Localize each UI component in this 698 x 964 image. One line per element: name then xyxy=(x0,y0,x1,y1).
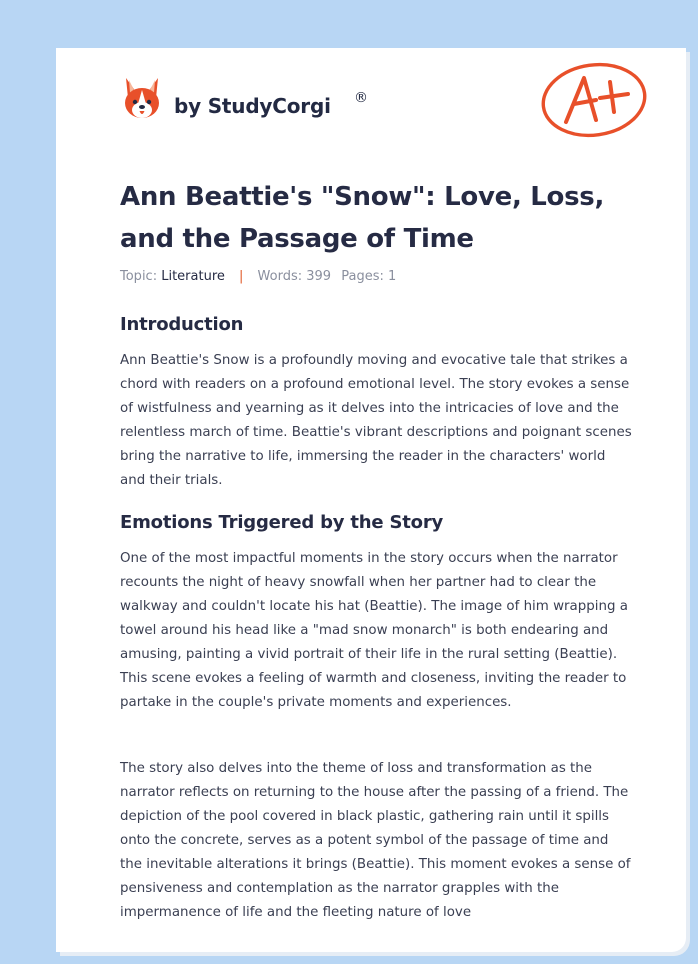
grade-a-plus-icon xyxy=(538,60,648,140)
document-page xyxy=(56,48,686,952)
paragraph: Ann Beattie's Snow is a profoundly moving and evocative tale that strikes a chord with readers on a profound emotional level. The story evokes a sense of wistfulness and yearning as it delves into the intricacies of love and the relentless march of time. Beattie's vibrant descriptions and poignant scenes bring the narrative to life, immersing the reader in the characters' world and their trials. xyxy=(120,353,632,488)
corgi-logo-icon xyxy=(122,76,162,120)
section-heading: Emotions Triggered by the Story xyxy=(120,512,444,533)
article-meta xyxy=(120,269,396,284)
registered-mark: ® xyxy=(354,90,368,106)
section-heading: Introduction xyxy=(120,314,244,335)
pages-label: Pages: xyxy=(341,269,384,284)
meta-separator: | xyxy=(239,269,244,284)
words-value: 399 xyxy=(306,269,332,284)
article-title: Ann Beattie's "Snow": Love, Loss, and the Passage of Time xyxy=(120,182,605,254)
paragraph: The story also delves into the theme of loss and transformation as the narrator reflects on returning to the house after the passing of a friend. The depiction of the pool covered in black plastic, gathering rain until it spills onto the concrete, serves as a potent symbol of the passage of time and the inevitable alterations it brings (Beattie). This moment evokes a sense of pensiveness and contemplation as the narrator grapples with the impermanence of life and the fleeting nature of love xyxy=(120,761,631,920)
topic-value[interactable]: Literature xyxy=(161,269,225,284)
brand-name: by StudyCorgi xyxy=(174,94,331,118)
brand-header[interactable] xyxy=(122,76,382,120)
paragraph: One of the most impactful moments in the story occurs when the narrator recounts the night of heavy snowfall when her partner had to clear the walkway and couldn't locate his hat (Beattie). The image of him wrapping a towel around his head like a "mad snow monarch" is both endearing and amusing, painting a vivid portrait of their life in the rural setting (Beattie). This scene evokes a feeling of warmth and closeness, inviting the reader to partake in the couple's private moments and experiences. xyxy=(120,551,628,710)
words-label: Words: xyxy=(257,269,303,284)
topic-label: Topic: xyxy=(120,269,158,284)
pages-value: 1 xyxy=(388,269,397,284)
